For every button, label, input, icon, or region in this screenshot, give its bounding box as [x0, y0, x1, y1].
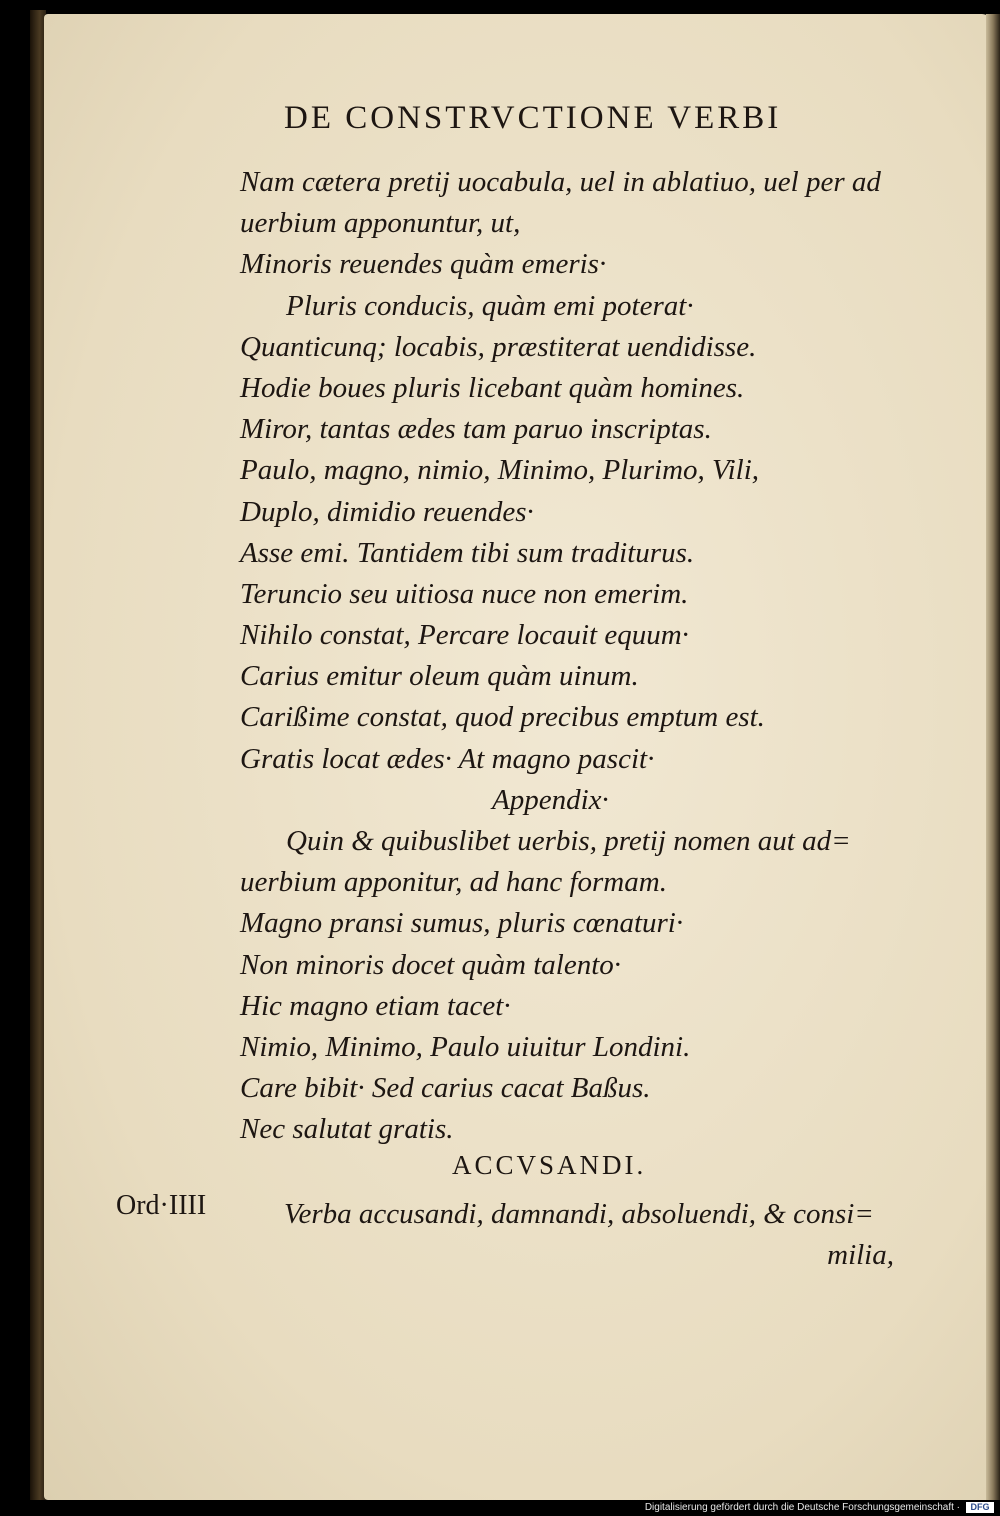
section-heading: ACCVSANDI.	[452, 1150, 647, 1180]
text-line: Duplo, dimidio reuendes·	[240, 495, 534, 528]
text-line: Magno pransi sumus, pluris cœnaturi·	[240, 907, 684, 940]
text-line: uerbium apponitur, ad hanc formam.	[240, 866, 667, 899]
text-line: Hic magno etiam tacet·	[240, 989, 511, 1022]
dfg-logo: DFG	[966, 1502, 994, 1513]
text-line: Non minoris docet quàm talento·	[240, 948, 622, 981]
section-text	[284, 1194, 904, 1276]
catchword: milia,	[827, 1239, 894, 1271]
text-line: Verba accusandi, damnandi, absoluendi, & consi=	[284, 1198, 874, 1230]
text-line: Teruncio seu uitiosa nuce non emerim.	[240, 577, 689, 610]
text-line: Asse emi. Tantidem tibi sum traditurus.	[240, 536, 695, 569]
text-line: Minoris reuendes quàm emeris·	[240, 248, 607, 281]
text-line: Care bibit· Sed carius cacat Baßus.	[240, 1072, 651, 1105]
page-edge	[986, 14, 1000, 1500]
margin-note: Ord·IIII	[116, 1190, 207, 1221]
text-line: Gratis locat ædes· At magno pascit·	[240, 742, 655, 775]
text-line: Paulo, magno, nimio, Minimo, Plurimo, Vili,	[240, 454, 760, 487]
text-line: Hodie boues pluris licebant quàm homines.	[240, 371, 745, 404]
text-line: Pluris conducis, quàm emi poterat·	[286, 289, 694, 322]
text-line: Nimio, Minimo, Paulo uiuitur Londini.	[240, 1030, 691, 1063]
text-line: Miror, tantas ædes tam paruo inscriptas.	[240, 413, 712, 446]
running-header: DE CONSTRVCTIONE VERBI	[284, 100, 782, 136]
text-line: Carißime constat, quod precibus emptum est.	[240, 701, 765, 734]
text-line: Carius emitur oleum quàm uinum.	[240, 660, 639, 693]
appendix-heading: Appendix·	[492, 783, 609, 816]
footer-credit: Digitalisierung gefördert durch die Deutsche Forschungsgemeinschaft ·	[644, 1502, 960, 1513]
text-line: Quanticunq; locabis, præstiterat uendidisse.	[240, 330, 757, 363]
body-text	[240, 162, 920, 1151]
text-line: Nihilo constat, Percare locauit equum·	[240, 619, 689, 652]
text-line: Quin & quibuslibet uerbis, pretij nomen aut ad=	[286, 825, 851, 857]
text-line: uerbium apponuntur, ut,	[240, 207, 521, 240]
text-line: Nec salutat gratis.	[240, 1113, 454, 1146]
text-line: Nam cætera pretij uocabula, uel in ablatiuo, uel per ad	[240, 166, 881, 198]
